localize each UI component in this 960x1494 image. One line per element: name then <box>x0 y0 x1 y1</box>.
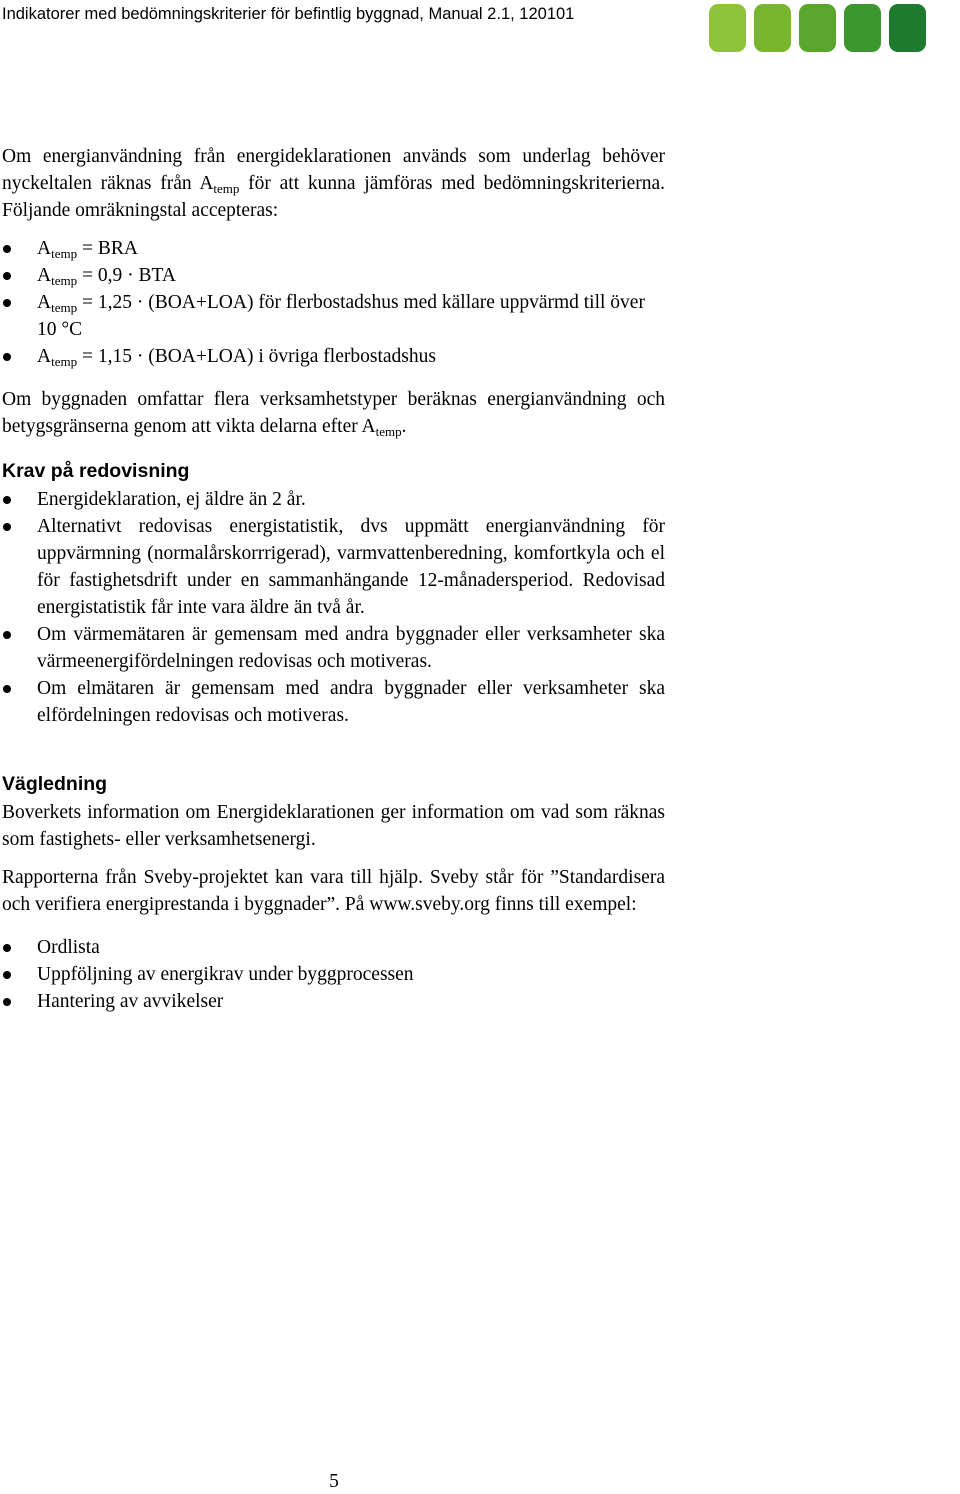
list-item: Alternativt redovisas energistatistik, dvs uppmätt energianvändning för uppvärmning (normalårskorrrigerad), varmvattenberedning, komfortkyla och el för fastighetsdrift under en sammanhängande 12-månadersperiod. Redovisad energistatistik får inte vara äldre än två år. <box>2 513 665 621</box>
list-item: Ordlista <box>2 934 665 961</box>
list-item: $A_{temp} = 0,9$ · BTA <box>2 262 665 289</box>
multi-use-paragraph: Om byggnaden omfattar flera verksamhetstyper beräknas energianvändning och betygsgränserna genom att vikta delarna efter $A_{temp}$. <box>2 389 665 439</box>
logo-block <box>889 4 926 52</box>
logo-block <box>799 4 836 52</box>
vagledning-heading: Vägledning <box>2 773 108 795</box>
list-item: Energideklaration, ej äldre än 2 år. <box>2 486 665 513</box>
vagledning-paragraph-1: Boverkets information om Energideklarationen ger information om vad som räknas som fastighets- eller verksamhetsenergi. <box>2 802 665 850</box>
logo-block <box>844 4 881 52</box>
conversion-list <box>2 235 665 370</box>
krav-list <box>2 486 665 729</box>
list-item: Hantering av avvikelser <box>2 988 665 1015</box>
document-header-title: Indikatorer med bedömningskriterier för befintlig byggnad, Manual 2.1, 120101 <box>2 5 575 23</box>
krav-heading: Krav på redovisning <box>2 460 190 482</box>
sveby-list <box>2 934 665 1015</box>
page-number: 5 <box>329 1471 339 1492</box>
intro-paragraph: Om energianvändning från energideklarationen används som underlag behöver nyckeltalen räknas från $A_{temp}$ för att kunna jämföras med bedömningskriterierna. Följande omräkningstal accepteras: <box>2 146 665 221</box>
list-item: $A_{temp}$ = BRA <box>2 235 665 262</box>
logo-block <box>754 4 791 52</box>
vagledning-paragraph-2: Rapporterna från Sveby-projektet kan vara till hjälp. Sveby står för ”Standardisera och verifiera energiprestanda i byggnader”. På www.sveby.org finns till exempel: <box>2 867 665 915</box>
list-item: Uppföljning av energikrav under byggprocessen <box>2 961 665 988</box>
list-item: $A_{temp} = 1,25 \cdot (BOA+LOA)$ för flerbostadshus med källare uppvärmd till över 10 °C <box>2 289 665 343</box>
logo-block <box>709 4 746 52</box>
list-item: Om elmätaren är gemensam med andra byggnader eller verksamheter ska elfördelningen redovisas och motiveras. <box>2 675 665 729</box>
list-item: Om värmemätaren är gemensam med andra byggnader eller verksamheter ska värmeenergifördelningen redovisas och motiveras. <box>2 621 665 675</box>
list-item: $A_{temp} = 1,15 \cdot (BOA+LOA)$ i övriga flerbostadshus <box>2 343 665 370</box>
logo <box>709 4 955 54</box>
document-body <box>2 143 665 1015</box>
